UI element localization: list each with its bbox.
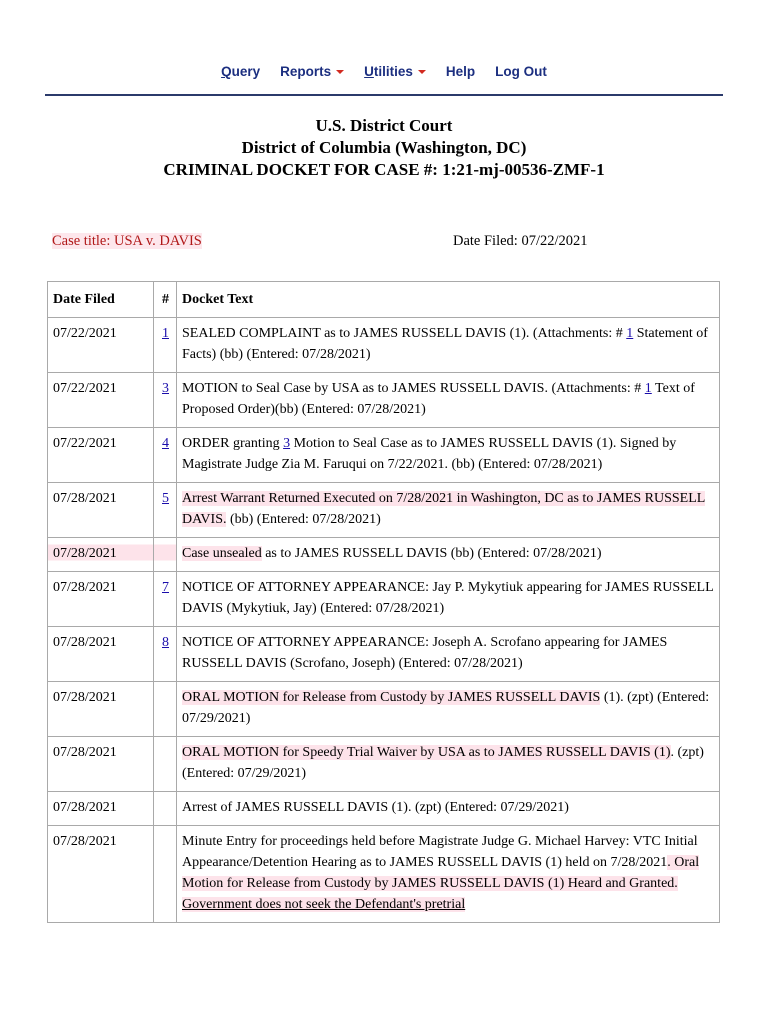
nav-item-log-out[interactable] xyxy=(485,62,557,84)
docket-text-segment: (1). (zpt) (Entered: 07/29/2021) xyxy=(182,690,710,726)
docket-text xyxy=(177,373,720,428)
docket-date: 07/28/2021 xyxy=(48,538,154,572)
docket-text xyxy=(177,483,720,538)
nav-label: uery xyxy=(231,64,261,79)
nav-item-query[interactable] xyxy=(211,62,270,84)
dropdown-caret-icon xyxy=(418,70,426,74)
docket-number xyxy=(154,792,177,826)
nav-item-reports[interactable] xyxy=(270,62,354,84)
docket-text-segment: ORAL MOTION for Release from Custody by JAMES RUSSELL DAVIS xyxy=(182,690,601,705)
docket-number xyxy=(154,627,177,682)
docket-text-segment: Government does not seek the Defendant's pretrial xyxy=(182,897,466,912)
docket-text-segment: . Oral Motion for Release from Custody by JAMES RUSSELL DAVIS (1) Heard and Granted. xyxy=(182,855,700,891)
docket-text-segment: Statement of Facts) (bb) (Entered: 07/28/2021) xyxy=(182,326,708,362)
docket-row xyxy=(48,572,720,627)
header-date-filed: Date Filed xyxy=(48,282,154,318)
docket-text xyxy=(177,318,720,373)
court-name: U.S. District Court xyxy=(315,116,453,135)
docket-text-segment: (bb) (Entered: 07/28/2021) xyxy=(226,512,381,527)
case-info-line xyxy=(52,233,722,250)
docket-table xyxy=(47,281,720,923)
docket-row xyxy=(48,483,720,538)
docket-text-segment: Case unsealed xyxy=(182,546,262,561)
docket-text xyxy=(177,737,720,792)
header-number: # xyxy=(154,282,177,318)
document-link[interactable]: 1 xyxy=(162,326,169,341)
docket-text-segment: ORAL MOTION for Speedy Trial Waiver by USA as to JAMES RUSSELL DAVIS (1) xyxy=(182,745,671,760)
nav-label: Help xyxy=(445,64,476,79)
docket-header-row xyxy=(48,282,720,318)
docket-text xyxy=(177,538,720,572)
docket-text-segment: as to JAMES RUSSELL DAVIS (bb) (Entered: 07/28/2021) xyxy=(261,546,602,561)
docket-text xyxy=(177,682,720,737)
docket-date: 07/22/2021 xyxy=(48,428,154,483)
header-divider xyxy=(45,94,723,96)
docket-heading xyxy=(0,115,768,181)
docket-number xyxy=(154,373,177,428)
case-date-filed: Date Filed: 07/22/2021 xyxy=(453,233,588,249)
document-link[interactable]: 3 xyxy=(162,381,169,396)
docket-text-segment: Text of Proposed Order)(bb) (Entered: 07/28/2021) xyxy=(182,381,695,417)
docket-number xyxy=(154,826,177,923)
docket-text xyxy=(177,792,720,826)
docket-text-segment: NOTICE OF ATTORNEY APPEARANCE: Joseph A. Scrofano appearing for JAMES RUSSELL DAVIS (Scrofano, Joseph) (Entered: 07/28/2021) xyxy=(182,635,668,671)
docket-text xyxy=(177,826,720,923)
docket-row xyxy=(48,627,720,682)
docket-text-segment: Arrest Warrant Returned Executed on 7/28/2021 in Washington, DC as to JAMES RUSSELL DAVIS. xyxy=(182,491,706,527)
attachment-link[interactable]: 1 xyxy=(626,326,634,341)
docket-date: 07/28/2021 xyxy=(48,826,154,923)
nav-accesskey-letter: Q xyxy=(221,64,232,79)
docket-text xyxy=(177,627,720,682)
nav-label: tilities xyxy=(373,64,413,79)
document-link[interactable]: 4 xyxy=(162,436,169,451)
document-link[interactable]: 7 xyxy=(162,580,169,595)
docket-date: 07/22/2021 xyxy=(48,318,154,373)
document-link[interactable]: 8 xyxy=(162,635,169,650)
docket-text-segment: ORDER granting xyxy=(182,436,284,451)
docket-row xyxy=(48,428,720,483)
docket-row xyxy=(48,737,720,792)
docket-text-segment: SEALED COMPLAINT as to JAMES RUSSELL DAVIS (1). (Attachments: # xyxy=(182,326,627,341)
nav-label: Reports xyxy=(280,64,332,79)
docket-text xyxy=(177,428,720,483)
docket-text-segment: Motion to Seal Case as to JAMES RUSSELL DAVIS (1). Signed by Magistrate Judge Zia M. Faruqui on 7/22/2021. (bb) (Entered: 07/28/2021) xyxy=(182,436,677,472)
docket-date: 07/22/2021 xyxy=(48,373,154,428)
docket-date: 07/28/2021 xyxy=(48,483,154,538)
docket-row xyxy=(48,538,720,572)
docket-number xyxy=(154,682,177,737)
docket-text-segment: Minute Entry for proceedings held before Magistrate Judge G. Michael Harvey: VTC Initial Appearance/Detention Hearing as to JAMES RUSSELL DAVIS (1) held on 7/28/2021 xyxy=(182,834,698,870)
docket-row xyxy=(48,682,720,737)
docket-date: 07/28/2021 xyxy=(48,572,154,627)
case-title: Case title: USA v. DAVIS xyxy=(52,233,202,249)
docket-row xyxy=(48,792,720,826)
docket-text-segment: . (zpt) (Entered: 07/29/2021) xyxy=(182,745,704,781)
docket-row xyxy=(48,826,720,923)
nav-item-help[interactable] xyxy=(436,62,485,84)
nav-item-utilities[interactable] xyxy=(354,62,436,84)
docket-number xyxy=(154,572,177,627)
docket-date: 07/28/2021 xyxy=(48,792,154,826)
dropdown-caret-icon xyxy=(336,70,344,74)
docket-text xyxy=(177,572,720,627)
top-navigation xyxy=(0,62,768,84)
docket-title: CRIMINAL DOCKET FOR CASE #: 1:21-mj-00536-ZMF-1 xyxy=(163,160,605,179)
docket-date: 07/28/2021 xyxy=(48,737,154,792)
docket-text-segment: NOTICE OF ATTORNEY APPEARANCE: Jay P. Mykytiuk appearing for JAMES RUSSELL DAVIS (Mykytiuk, Jay) (Entered: 07/28/2021) xyxy=(182,580,714,616)
docket-number xyxy=(154,428,177,483)
attachment-link[interactable]: 1 xyxy=(644,381,652,396)
docket-text-segment: Arrest of JAMES RUSSELL DAVIS (1). (zpt) (Entered: 07/29/2021) xyxy=(182,800,569,815)
nav-accesskey-letter: U xyxy=(364,64,374,79)
district-name: District of Columbia (Washington, DC) xyxy=(241,138,527,157)
docket-number xyxy=(154,483,177,538)
docket-row xyxy=(48,318,720,373)
docket-number xyxy=(154,737,177,792)
docket-text-segment: MOTION to Seal Case by USA as to JAMES RUSSELL DAVIS. (Attachments: # xyxy=(182,381,645,396)
docket-number xyxy=(154,538,177,572)
docket-number xyxy=(154,318,177,373)
document-link[interactable]: 5 xyxy=(162,491,169,506)
header-docket-text: Docket Text xyxy=(177,282,720,318)
docket-date: 07/28/2021 xyxy=(48,627,154,682)
docket-date: 07/28/2021 xyxy=(48,682,154,737)
attachment-link[interactable]: 3 xyxy=(283,436,291,451)
docket-row xyxy=(48,373,720,428)
nav-label: Log Out xyxy=(495,64,547,79)
